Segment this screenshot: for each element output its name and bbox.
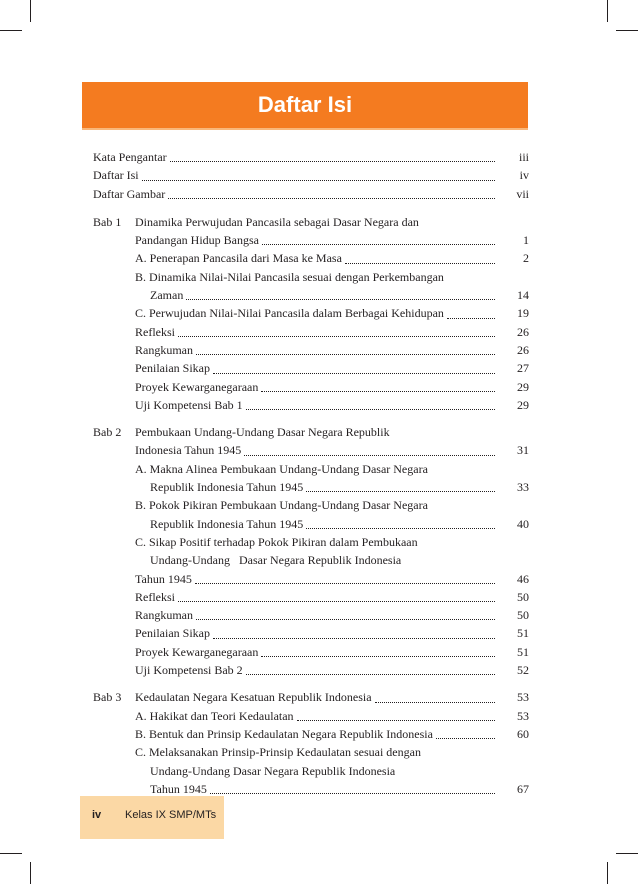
chapter-heading[interactable]: Bab 2 Pembukaan Undang-Undang Dasar Negara Republik — [93, 423, 529, 441]
toc-row[interactable]: Pandangan Hidup Bangsa 1 — [135, 233, 529, 248]
toc-row[interactable]: Rangkuman 50 — [135, 608, 529, 623]
toc-row[interactable]: Daftar Gambar vii — [93, 186, 529, 201]
toc-row[interactable]: Proyek Kewarganegaraan 29 — [135, 379, 529, 394]
toc-row[interactable]: A. Hakikat dan Teori Kedaulatan 53 — [135, 708, 529, 723]
crop-mark — [616, 853, 638, 854]
toc-row[interactable]: Refleksi 26 — [135, 324, 529, 339]
crop-mark — [0, 30, 22, 31]
toc-row[interactable]: Undang-Undang Dasar Negara Republik Indonesia — [150, 763, 396, 778]
toc-row[interactable]: Daftar Isi iv — [93, 168, 529, 183]
toc-row[interactable]: Republik Indonesia Tahun 1945 33 — [150, 480, 529, 495]
toc-row[interactable]: Penilaian Sikap 27 — [135, 361, 529, 376]
page-footer — [80, 796, 224, 839]
toc-row[interactable]: B. Dinamika Nilai-Nilai Pancasila sesuai dengan Perkembangan — [135, 269, 444, 284]
chapter-heading[interactable]: Bab 1 Dinamika Perwujudan Pancasila sebagai Dasar Negara dan — [93, 213, 529, 231]
chapter-label: Bab 1 — [93, 214, 122, 229]
toc-row[interactable]: B. Bentuk dan Prinsip Kedaulatan Negara Republik Indonesia 60 — [135, 726, 529, 741]
toc-row[interactable]: A. Penerapan Pancasila dari Masa ke Masa 2 — [135, 251, 529, 266]
toc-row[interactable]: C. Melaksanakan Prinsip-Prinsip Kedaulatan sesuai dengan — [135, 745, 421, 760]
chapter-label: Bab 3 — [93, 690, 122, 705]
toc-row[interactable]: Proyek Kewarganegaraan 51 — [135, 644, 529, 659]
toc-row[interactable]: Republik Indonesia Tahun 1945 40 — [150, 516, 529, 531]
toc-row[interactable]: Uji Kompetensi Bab 2 52 — [135, 663, 529, 678]
toc-row[interactable]: Zaman 14 — [150, 288, 529, 303]
toc-row[interactable]: Kata Pengantar iii — [93, 150, 529, 164]
page-title: Daftar Isi — [257, 92, 353, 117]
title-banner — [82, 82, 528, 130]
toc-row[interactable]: A. Makna Alinea Pembukaan Undang-Undang Dasar Negara — [135, 461, 428, 476]
page-number: iv — [92, 809, 102, 821]
toc-row[interactable]: C. Perwujudan Nilai-Nilai Pancasila dalam Berbagai Kehidupan 19 — [135, 306, 529, 321]
toc-row[interactable]: B. Pokok Pikiran Pembukaan Undang-Undang Dasar Negara — [135, 498, 428, 513]
book-title: Kelas IX SMP/MTs — [125, 809, 217, 821]
chapter-label: Bab 2 — [93, 425, 122, 440]
toc-row[interactable]: Rangkuman 26 — [135, 342, 529, 357]
table-of-contents — [93, 148, 529, 798]
toc-row[interactable]: Uji Kompetensi Bab 1 29 — [135, 397, 529, 412]
crop-mark — [0, 853, 22, 854]
toc-row[interactable]: Tahun 1945 67 — [150, 781, 529, 796]
toc-row[interactable]: Refleksi 50 — [135, 589, 529, 604]
toc-row[interactable]: Penilaian Sikap 51 — [135, 626, 529, 641]
toc-row[interactable]: C. Sikap Positif terhadap Pokok Pikiran dalam Pembukaan — [135, 534, 418, 549]
toc-row[interactable]: Undang-Undang Dasar Negara Republik Indonesia — [150, 553, 402, 568]
crop-mark — [607, 862, 608, 884]
toc-row[interactable]: Tahun 1945 46 — [135, 571, 529, 586]
crop-mark — [616, 30, 638, 31]
crop-mark — [30, 862, 31, 884]
chapter-heading[interactable]: Bab 3 Kedaulatan Negara Kesatuan Republik Indonesia 53 — [93, 688, 529, 706]
crop-mark — [607, 0, 608, 22]
toc-row[interactable]: Indonesia Tahun 1945 31 — [135, 443, 529, 458]
crop-mark — [30, 0, 31, 22]
